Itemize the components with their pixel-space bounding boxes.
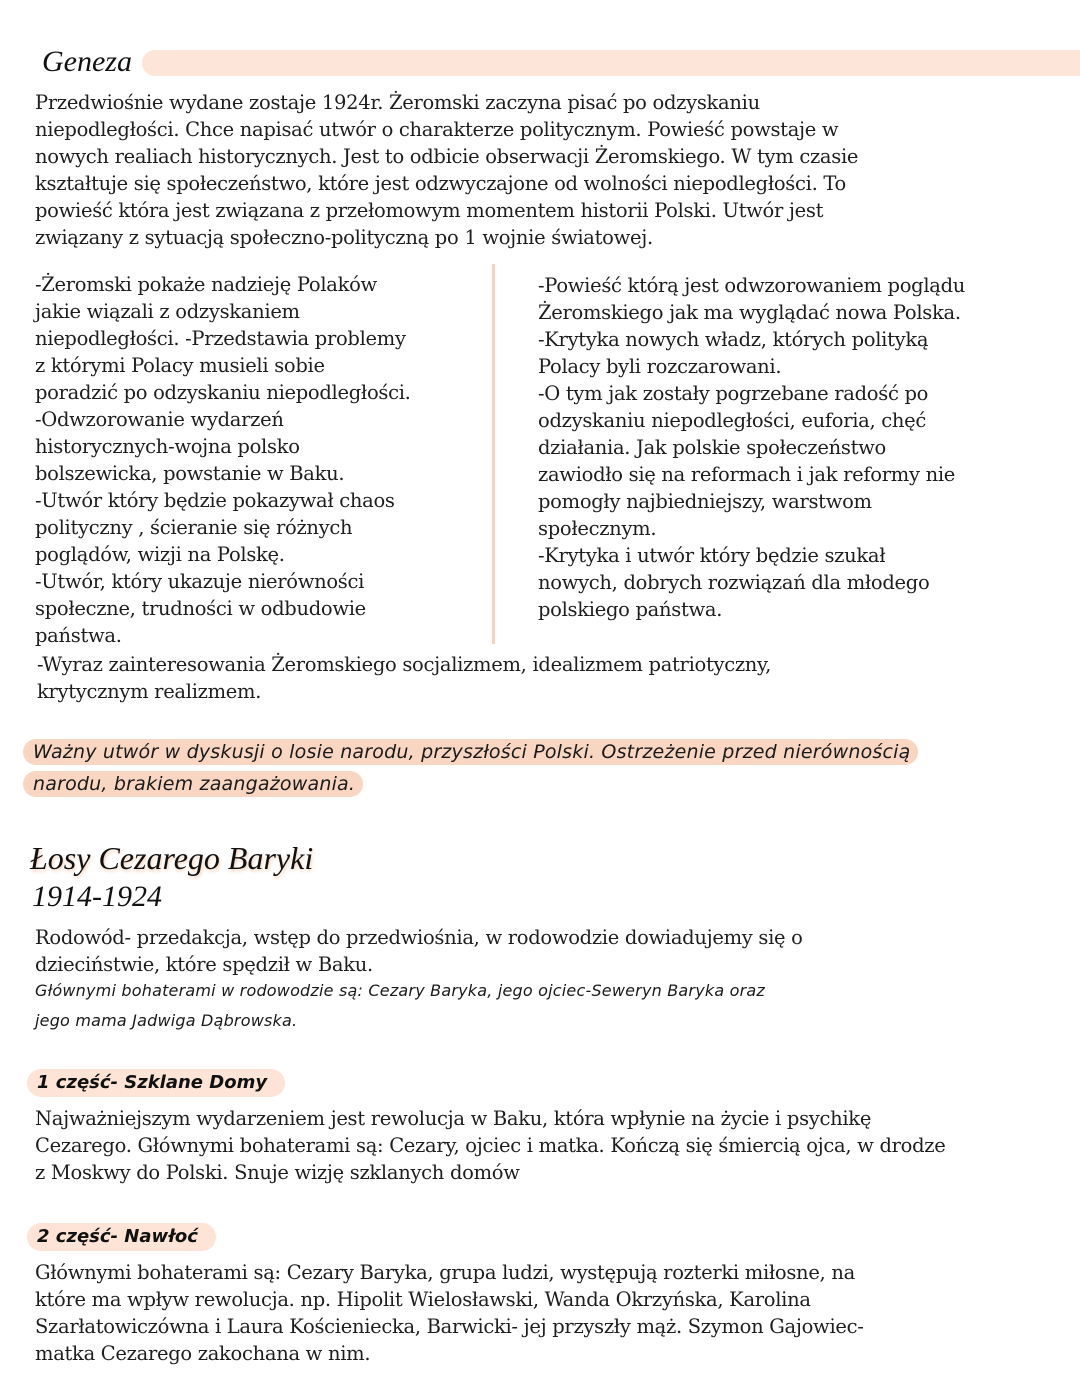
section-years: 1914-1924: [32, 880, 162, 913]
text-line: zawiodło się na reformach i jak reformy nie: [538, 463, 956, 486]
text-line: -Utwór który będzie pokazywał chaos: [35, 489, 395, 512]
column-divider: [492, 264, 495, 644]
geneza-intro-paragraph: [35, 89, 1065, 251]
text-line: niepodległości. -Przedstawia problemy: [35, 327, 406, 350]
text-line: z Moskwy do Polski. Snuje wizję szklanych domów: [35, 1161, 520, 1184]
part-1-label: 1 część- Szklane Domy: [27, 1069, 285, 1097]
text-line: jego mama Jadwiga Dąbrowska.: [35, 1011, 298, 1030]
text-line: historycznych-wojna polsko: [35, 435, 300, 458]
text-line: społecznym.: [538, 517, 657, 540]
quote-line: Ważny utwór w dyskusji o losie narodu, przyszłości Polski. Ostrzeżenie przed nierównością: [23, 739, 918, 765]
text-line: krytycznym realizmem.: [37, 680, 262, 703]
part-2-label: 2 część- Nawłoć: [27, 1223, 216, 1251]
geneza-bottom-bullet: [37, 651, 1067, 705]
text-line: działania. Jak polskie społeczeństwo: [538, 436, 886, 459]
rodowod-handwritten-note: [35, 976, 1065, 1036]
text-line: z którymi Polacy musieli sobie: [35, 354, 325, 377]
text-line: Szarłatowiczówna i Laura Kościeniecka, Barwicki- jej przyszły mąż. Szymon Gajowiec-: [35, 1315, 864, 1338]
geneza-left-column: [35, 271, 485, 649]
text-line: Cezarego. Głównymi bohaterami są: Cezary, ojciec i matka. Kończą się śmiercią ojca, w drodze: [35, 1134, 946, 1157]
part-2-paragraph: [35, 1259, 1065, 1367]
text-line: Przedwiośnie wydane zostaje 1924r. Żeromski zaczyna pisać po odzyskaniu: [35, 91, 760, 114]
text-line: poglądów, wizji na Polskę.: [35, 543, 285, 566]
text-line: nowych, dobrych rozwiązań dla młodego: [538, 571, 930, 594]
section-title-geneza: Geneza: [42, 45, 132, 78]
highlighted-quote: [23, 737, 1043, 799]
text-line: poradzić po odzyskaniu niepodległości.: [35, 381, 411, 404]
text-line: państwa.: [35, 624, 122, 647]
text-line: odzyskaniu niepodległości, euforia, chęć: [538, 409, 927, 432]
text-line: niepodległości. Chce napisać utwór o charakterze politycznym. Powieść powstaje w: [35, 118, 839, 141]
text-line: polityczny , ścieranie się różnych: [35, 516, 353, 539]
text-line: -Odwzorowanie wydarzeń: [35, 408, 284, 431]
part-1-paragraph: [35, 1105, 1080, 1186]
text-line: matka Cezarego zakochana w nim.: [35, 1342, 371, 1365]
rodowod-paragraph: [35, 924, 1065, 978]
geneza-header-highlight: [142, 50, 1080, 76]
text-line: społeczne, trudności w odbudowie: [35, 597, 366, 620]
text-line: -Utwór, który ukazuje nierówności: [35, 570, 365, 593]
text-line: -Wyraz zainteresowania Żeromskiego socjalizmem, idealizmem patriotyczny,: [37, 653, 772, 676]
losy-title-text: Łosy Cezarego Baryki: [30, 840, 314, 876]
text-line: Głównymi bohaterami są: Cezary Baryka, grupa ludzi, występują rozterki miłosne, na: [35, 1261, 855, 1284]
text-line: -Powieść którą jest odwzorowaniem poglądu: [538, 274, 966, 297]
text-line: -O tym jak zostały pogrzebane radość po: [538, 382, 929, 405]
text-line: Polacy byli rozczarowani.: [538, 355, 782, 378]
text-line: nowych realiach historycznych. Jest to odbicie obserwacji Żeromskiego. W tym czasie: [35, 145, 859, 168]
text-line: -Krytyka i utwór który będzie szukał: [538, 544, 886, 567]
text-line: związany z sytuacją społeczno-polityczną po 1 wojnie światowej.: [35, 226, 653, 249]
text-line: jakie wiązali z odzyskaniem: [35, 300, 300, 323]
text-line: -Krytyka nowych władz, których polityką: [538, 328, 929, 351]
text-line: powieść która jest związana z przełomowym momentem historii Polski. Utwór jest: [35, 199, 824, 222]
text-line: polskiego państwa.: [538, 598, 723, 621]
text-line: Rodowód- przedakcja, wstęp do przedwiośnia, w rodowodzie dowiadujemy się o: [35, 926, 803, 949]
text-line: -Żeromski pokaże nadzieję Polaków: [35, 273, 377, 296]
text-line: Głównymi bohaterami w rodowodzie są: Cezary Baryka, jego ojciec-Seweryn Baryka oraz: [35, 981, 765, 1000]
text-line: Najważniejszym wydarzeniem jest rewolucja w Baku, która wpłynie na życie i psychikę: [35, 1107, 872, 1130]
section-title-losy: [30, 838, 313, 878]
geneza-right-column: [538, 272, 1058, 623]
text-line: kształtuje się społeczeństwo, które jest odzwyczajone od wolności niepodległości. To: [35, 172, 846, 195]
text-line: bolszewicka, powstanie w Baku.: [35, 462, 345, 485]
text-line: dzieciństwie, które spędził w Baku.: [35, 953, 373, 976]
text-line: Żeromskiego jak ma wyglądać nowa Polska.: [538, 301, 961, 324]
text-line: pomogły najbiedniejszy, warstwom: [538, 490, 872, 513]
text-line: które ma wpływ rewolucja. np. Hipolit Wielosławski, Wanda Okrzyńska, Karolina: [35, 1288, 811, 1311]
quote-line: narodu, brakiem zaangażowania.: [23, 771, 363, 797]
